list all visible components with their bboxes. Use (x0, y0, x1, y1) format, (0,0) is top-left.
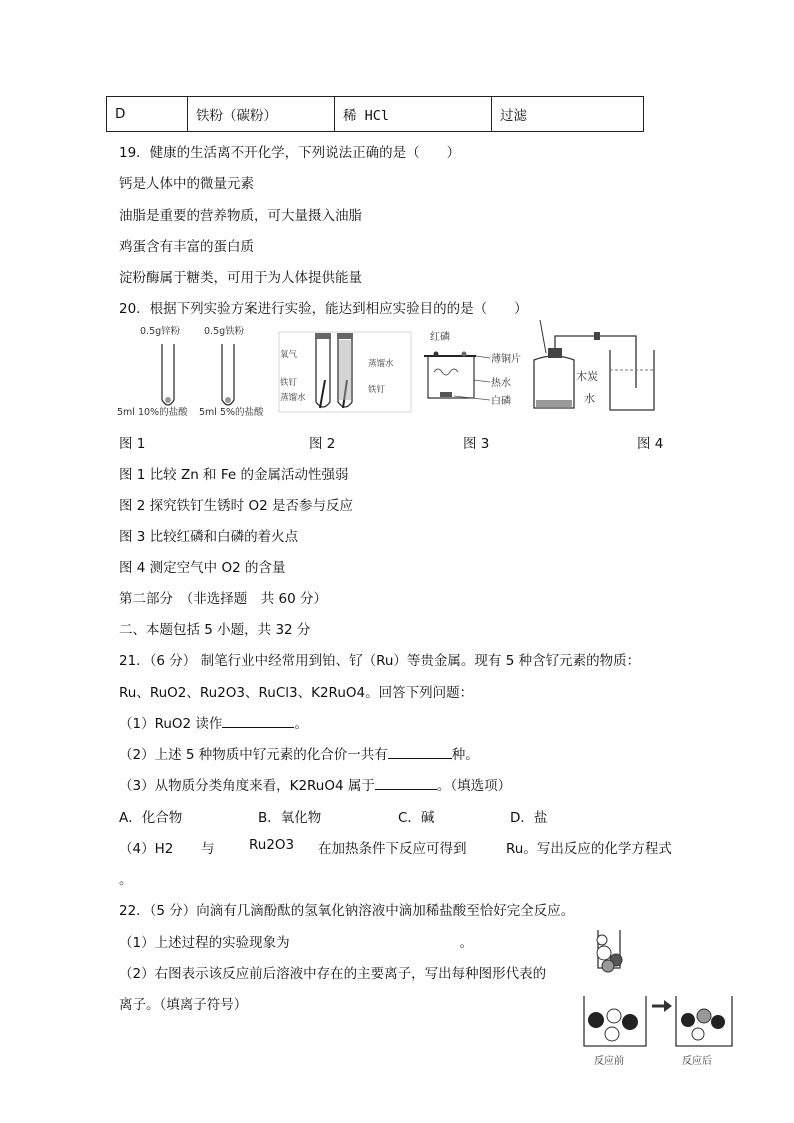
q21-part4-b: 与 (201, 841, 215, 857)
q21-part4-c: Ru2O3 (249, 837, 295, 853)
ion-circle-dark (588, 1012, 604, 1028)
rubber-stopper (315, 333, 331, 339)
q19-stem: 19．健康的生活离不开化学，下列说法正确的是（ ） (119, 145, 461, 161)
q21-part2: （2）上述 5 种物质中钌元素的化合价一共有 种。 (119, 743, 479, 763)
ion-circle-white (597, 935, 607, 945)
fig-label-4: 图 4 (637, 436, 664, 452)
test-tube (162, 344, 174, 405)
answer-blank[interactable] (222, 713, 294, 728)
ion-figure (572, 928, 742, 1070)
answer-blank[interactable] (375, 775, 437, 790)
q21-substances: Ru、RuO2、Ru2O3、RuCl3、K2RuO4。回答下列问题： (119, 685, 474, 701)
q20-option-c: 图 3 比较红磷和白磷的着火点 (119, 529, 299, 545)
figure-1 (112, 322, 264, 422)
q21-part3: （3）从物质分类角度来看，K2RuO4 属于 。（填选项） (119, 774, 511, 794)
ion-circle-white (607, 1009, 621, 1023)
fig3-white-p: 白磷 (491, 396, 511, 407)
option-table (106, 96, 644, 132)
fig3-hot-water: 热水 (491, 378, 511, 389)
fig-label-2: 图 2 (309, 436, 336, 452)
figure-2 (272, 330, 412, 415)
clamp (594, 332, 600, 340)
q19-option-c: 鸡蛋含有丰富的蛋白质 (119, 239, 254, 255)
figure-3 (418, 326, 528, 416)
q22-stem: 22．（5 分）向滴有几滴酚酞的氢氧化钠溶液中滴加稀盐酸至恰好完全反应。 (119, 903, 575, 919)
table-cell: D (107, 97, 188, 132)
fig2-nail-left: 铁钉 (280, 378, 298, 388)
ion-circle-grey (697, 1009, 711, 1023)
q20-option-b: 图 2 探究铁钉生锈时 O2 是否参与反应 (119, 498, 353, 514)
q21-choice-c: C．碱 (398, 810, 435, 826)
table-cell: 过滤 (492, 97, 644, 132)
zinc-powder (165, 397, 171, 403)
fig4-charcoal: 木炭 (576, 370, 598, 383)
answer-blank[interactable] (388, 744, 452, 759)
steam (434, 369, 458, 375)
q19-option-d: 淀粉酶属于糖类，可用于为人体提供能量 (119, 270, 362, 286)
q20-stem: 20．根据下列实验方案进行实验，能达到相应实验目的的是（ ） (119, 301, 528, 317)
water-trough (610, 350, 654, 410)
fig3-copper: 薄铜片 (491, 354, 521, 365)
table-cell: 稀 HCl (335, 97, 492, 132)
fig-after-label: 反应后 (682, 1056, 712, 1067)
q21-choice-d: D．盐 (510, 810, 548, 826)
q21-part4-end: 。 (119, 872, 133, 888)
q19-option-b: 油脂是重要的营养物质，可大量摄入油脂 (119, 208, 362, 224)
fig1-tube2-bottom: 5ml 5%的盐酸 (199, 407, 264, 418)
q22-part2-line2: 离子。（填离子符号） (119, 997, 248, 1013)
q21-part4-e: Ru。写出反应的化学方程式 (506, 841, 672, 857)
ion-circle-dark (622, 1014, 638, 1030)
section-two-heading: 二、本题包括 5 小题，共 32 分 (119, 622, 311, 638)
fig3-red-p: 红磷 (430, 332, 450, 343)
iron-nail (320, 380, 325, 408)
q20-option-d: 图 4 测定空气中 O2 的含量 (119, 560, 286, 576)
fig2-water-right: 蒸馏水 (368, 359, 394, 369)
rubber-stopper (337, 333, 353, 339)
bottle-stopper (548, 348, 562, 358)
arrow-head (664, 1000, 672, 1012)
q21-part1: （1）RuO2 读作 。 (119, 712, 308, 732)
ion-circle-dark (711, 1015, 725, 1029)
fig2-water-left: 蒸馏水 (280, 393, 306, 403)
q21-choice-b: B．氧化物 (258, 810, 322, 826)
beaker (428, 356, 474, 398)
q20-option-a: 图 1 比较 Zn 和 Fe 的金属活动性强弱 (119, 467, 349, 483)
q21-part4-d: 在加热条件下反应可得到 (318, 841, 467, 857)
ignition-rod (540, 320, 546, 353)
q19-option-a: 钙是人体中的微量元素 (119, 176, 254, 192)
fig1-tube1-bottom: 5ml 10%的盐酸 (117, 407, 188, 418)
test-tube (222, 344, 234, 405)
q22-part2-line1: （2）右图表示该反应前后溶液中存在的主要离子，写出每种图形代表的 (119, 966, 547, 982)
ion-circle-white (605, 1027, 619, 1041)
water-in-bottle (536, 400, 572, 407)
water-fill (339, 340, 351, 400)
fig4-water: 水 (584, 392, 595, 405)
fig2-nail-right: 铁钉 (368, 385, 386, 395)
fig2-oxygen: 氧气 (280, 350, 298, 360)
q21-choice-a: A．化合物 (119, 810, 183, 826)
ion-circle-grey (602, 960, 614, 972)
table-cell: 铁粉（碳粉） (188, 97, 335, 132)
white-p (440, 392, 452, 397)
part-two-heading: 第二部分 （非选择题 共 60 分） (119, 591, 328, 607)
fig-label-1: 图 1 (119, 436, 146, 452)
q22-part1: （1）上述过程的实验现象为 。 (119, 935, 474, 951)
figure-4 (526, 318, 661, 416)
ion-circle-white (692, 1028, 704, 1040)
fig1-tube1-top: 0.5g锌粉 (140, 326, 181, 337)
fig1-tube2-top: 0.5g铁粉 (204, 326, 245, 337)
table-row (107, 97, 644, 132)
q21-part4-a: （4）H2 (119, 841, 174, 857)
iron-powder (225, 397, 231, 403)
fig-before-label: 反应前 (594, 1056, 624, 1067)
ion-circle-white (597, 946, 611, 960)
q21-stem: 21．（6 分） 制笔行业中经常用到铂、钌（Ru）等贵金属。现有 5 种含钌元素的物质： (119, 653, 641, 669)
fig-label-3: 图 3 (463, 436, 490, 452)
ion-circle-dark (681, 1013, 695, 1027)
